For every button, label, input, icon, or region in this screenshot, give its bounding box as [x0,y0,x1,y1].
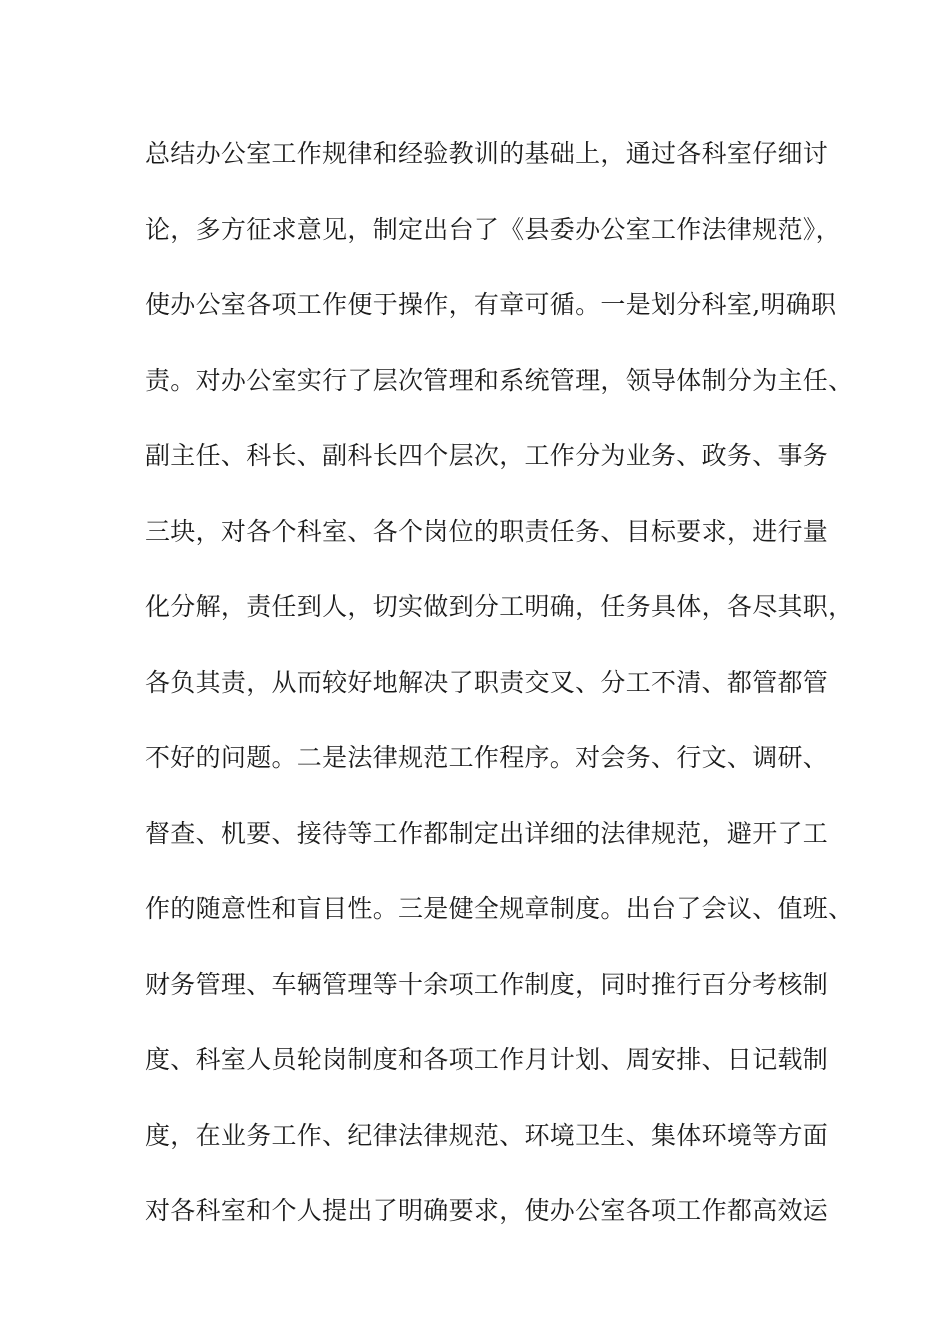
text-line: 总结办公室工作规律和经验教训的基础上，通过各科室仔细讨 [145,139,829,168]
body-paragraph [145,130,854,1263]
text-line: 副主任、科长、副科长四个层次，工作分为业务、政务、事务 [145,441,829,470]
text-line: 三块，对各个科室、各个岗位的职责任务、目标要求，进行量 [145,516,829,546]
text-line: 论，多方征求意见，制定出台了《县委办公室工作法律规范》， [145,214,841,244]
text-line: 责。对办公室实行了层次管理和系统管理，领导体制分为主任、 [145,365,854,395]
text-line: 使办公室各项工作便于操作，有章可循。一是划分科室,明确职 [145,290,837,319]
text-line: 督查、机要、接待等工作都制定出详细的法律规范，避开了工 [145,818,829,848]
text-line: 不好的问题。二是法律规范工作程序。对会务、行文、调研、 [145,743,829,772]
text-line: 度，在业务工作、纪律法律规范、环境卫生、集体环境等方面 [145,1120,829,1150]
text-line: 各负其责，从而较好地解决了职责交叉、分工不清、都管都管 [145,667,829,697]
text-line: 作的随意性和盲目性。三是健全规章制度。出台了会议、值班、 [145,894,854,923]
text-line: 化分解，责任到人，切实做到分工明确，任务具体，各尽其职， [145,592,854,621]
text-line: 对各科室和个人提出了明确要求，使办公室各项工作都高效运 [145,1196,829,1225]
text-line: 财务管理、车辆管理等十余项工作制度，同时推行百分考核制 [145,969,829,999]
text-line: 度、科室人员轮岗制度和各项工作月计划、周安排、日记载制 [145,1045,829,1074]
